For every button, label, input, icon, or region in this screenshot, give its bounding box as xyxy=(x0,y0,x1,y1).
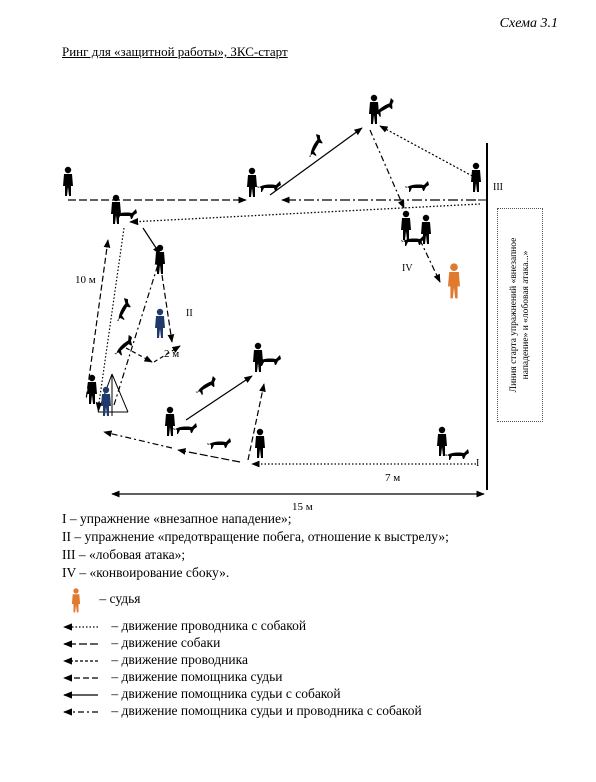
ring-title: Ринг для «защитной работы», ЗКС-старт xyxy=(62,44,288,59)
start-line-text: Линия старта упражнений «внезапное нападение» и «лобовая атака...» xyxy=(509,237,531,393)
exercise-item: IV – «конвоирование сбоку». xyxy=(62,565,230,580)
path-i-to-left xyxy=(178,450,240,462)
legend-item-label: – движение собаки xyxy=(111,635,221,650)
path-iv-convoy xyxy=(420,240,440,282)
dog-figure xyxy=(445,449,469,460)
dog-figure xyxy=(112,297,134,323)
judge-figure xyxy=(448,263,460,298)
line-sample-solid xyxy=(62,688,102,702)
helper-figure xyxy=(111,195,121,224)
helper-figure-blue xyxy=(155,309,165,338)
helper-figure xyxy=(247,168,257,197)
path-i-left-up xyxy=(104,432,172,448)
legend-item xyxy=(62,635,220,651)
legend-item xyxy=(62,686,341,702)
path-ii-helper xyxy=(162,275,172,342)
helper-figure xyxy=(165,407,175,436)
helper-figure xyxy=(253,343,263,372)
legend-item xyxy=(62,703,422,719)
label-roman-III: III xyxy=(493,182,503,193)
legend-item-label: – движение помощника судьи с собакой xyxy=(111,686,341,701)
helper-figure xyxy=(63,167,73,196)
path-ii-up xyxy=(86,240,108,400)
exercise-item: II – упражнение «предотвращение побега, отношение к выстрелу»; xyxy=(62,529,449,544)
legend-item-label: – движение проводника с собакой xyxy=(111,618,307,633)
judge-icon xyxy=(62,586,90,614)
label-roman-II: II xyxy=(186,308,193,319)
path-iii-dog-dash xyxy=(370,130,404,208)
line-sample-dash xyxy=(62,671,102,685)
label-10m: 10 м xyxy=(75,274,96,286)
path-iii-dog-dotted xyxy=(380,126,476,178)
dog-figure xyxy=(405,181,429,192)
handler-figure xyxy=(255,429,265,458)
dog-figure xyxy=(304,133,326,159)
path-i-up1 xyxy=(186,376,252,420)
label-roman-I: I xyxy=(476,458,480,469)
line-sample-fine-dash xyxy=(62,654,102,668)
label-7m: 7 м xyxy=(385,472,401,484)
legend-item xyxy=(62,652,248,668)
path-ii-short xyxy=(143,228,160,254)
legend-item xyxy=(62,618,306,634)
label-15m: 15 м xyxy=(292,501,313,513)
path-iii-attack xyxy=(270,128,362,195)
line-sample-long-dash xyxy=(62,637,102,651)
legend-item-label: – движение помощника судьи xyxy=(111,669,283,684)
legend-item-label: – движение помощника судьи и проводника с собакой xyxy=(111,703,422,718)
path-ii-left-down xyxy=(98,228,124,410)
helper-figure xyxy=(369,95,379,124)
handler-figure xyxy=(471,163,481,192)
legend-item-label: – движение проводника xyxy=(111,652,248,667)
dog-figure xyxy=(193,375,219,397)
line-sample-dotted xyxy=(62,620,102,634)
scheme-label: Схема 3.1 xyxy=(499,16,558,31)
dog-figure xyxy=(173,423,197,434)
label-2m: 2 м xyxy=(164,348,180,360)
line-sample-dash-dot xyxy=(62,705,102,719)
legend-item xyxy=(62,669,282,685)
handler-figure xyxy=(401,211,411,240)
exercise-item: III – «лобовая атака»; xyxy=(62,547,186,562)
legend-judge-label: – судья xyxy=(99,591,141,607)
handler-figure xyxy=(437,427,447,456)
path-ii-diag xyxy=(114,258,160,405)
start-line-box xyxy=(497,208,543,422)
exercise-item: I – упражнение «внезапное нападение»; xyxy=(62,511,292,526)
label-roman-IV: IV xyxy=(402,263,413,274)
dog-figure xyxy=(207,438,231,449)
legend-judge xyxy=(62,586,140,614)
